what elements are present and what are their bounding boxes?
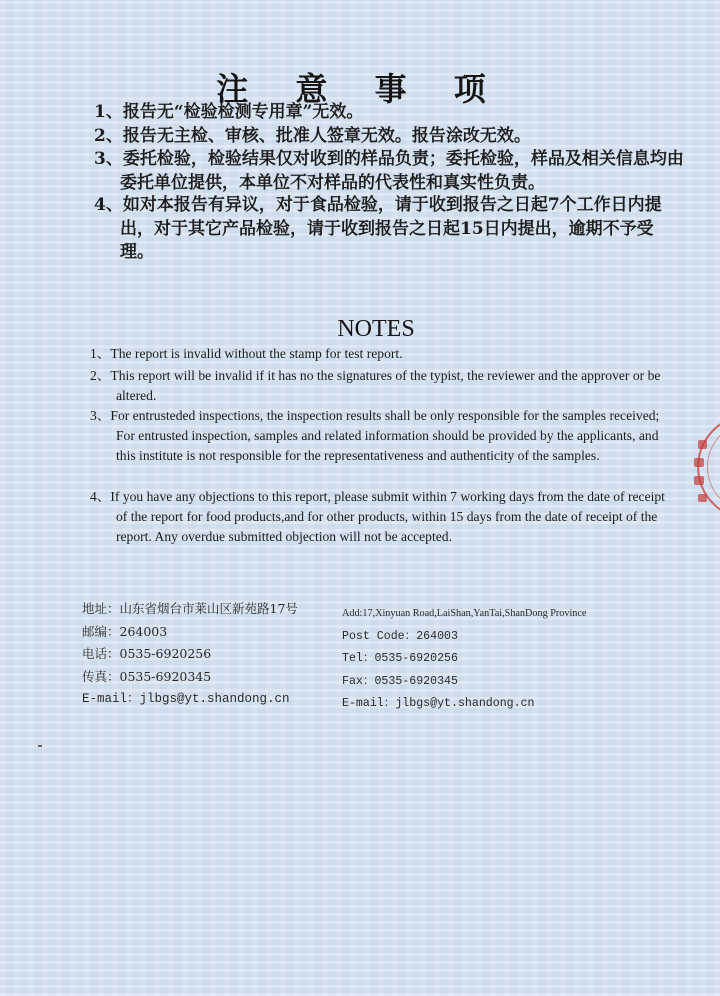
english-title: NOTES: [337, 316, 415, 342]
english-note-1: 1、The report is invalid without the stamp for test report.: [90, 346, 403, 361]
address-cn: 地址：山东省烟台市莱山区新苑路17号: [82, 601, 298, 616]
chinese-note-3: 3、委托检验，检验结果仅对收到的样品负责；委托检验，样品及相关信息均由委托单位提供，本单位不对样品的代表性和真实性负责。: [94, 149, 684, 193]
fax-cn: 传真：0535-6920345: [82, 668, 212, 684]
red-seal-stamp-icon: [678, 412, 720, 522]
english-note-2: 2、This report will be invalid if it has no the signatures of the typist, the reviewer and the approver or be altered.: [90, 368, 661, 403]
chinese-title: 注 意 事 项: [216, 70, 504, 108]
email-cn: E-mail：jlbgs@yt.shandong.cn: [82, 692, 290, 706]
tel-en: Tel：0535-6920256: [342, 652, 458, 665]
english-note-3: 3、For entrusteded inspections, the inspection results shall be only responsible for the samples received; For entrusted inspection, samples and related information should be provided by the applicants, and this institute is not responsible for the representativeness and authenticity of the samples.: [90, 408, 660, 463]
english-note-4: 4、If you have any objections to this report, please submit within 7 working days from the date of receipt of the report for food products,and for other products, within 15 days from the date of receipt of the report. Any overdue submitted objection will not be accepted.: [90, 489, 665, 544]
margin-mark: [38, 745, 42, 747]
fax-en: Fax：0535-6920345: [342, 674, 458, 688]
chinese-note-2: 2、报告无主检、审核、批准人签章无效。报告涂改无效。: [94, 126, 531, 146]
chinese-note-1: 1、报告无“检验检测专用章”无效。: [94, 102, 364, 122]
tel-cn: 电话：0535-6920256: [82, 646, 212, 661]
address-en: Add:17,Xinyuan Road,LaiShan,YanTai,ShanDong Province: [342, 608, 587, 619]
contact-english: [342, 603, 586, 716]
postcode-en: Post Code：264003: [342, 629, 458, 643]
contact-chinese: [82, 598, 298, 711]
chinese-note-4: 4、如对本报告有异议，对于食品检验，请于收到报告之日起7个工作日内提出，对于其它产品检验，请于收到报告之日起15日内提出，逾期不予受理。: [94, 195, 662, 262]
email-en: E-mail：jlbgs@yt.shandong.cn: [342, 697, 535, 710]
postcode-cn: 邮编：264003: [82, 623, 168, 639]
